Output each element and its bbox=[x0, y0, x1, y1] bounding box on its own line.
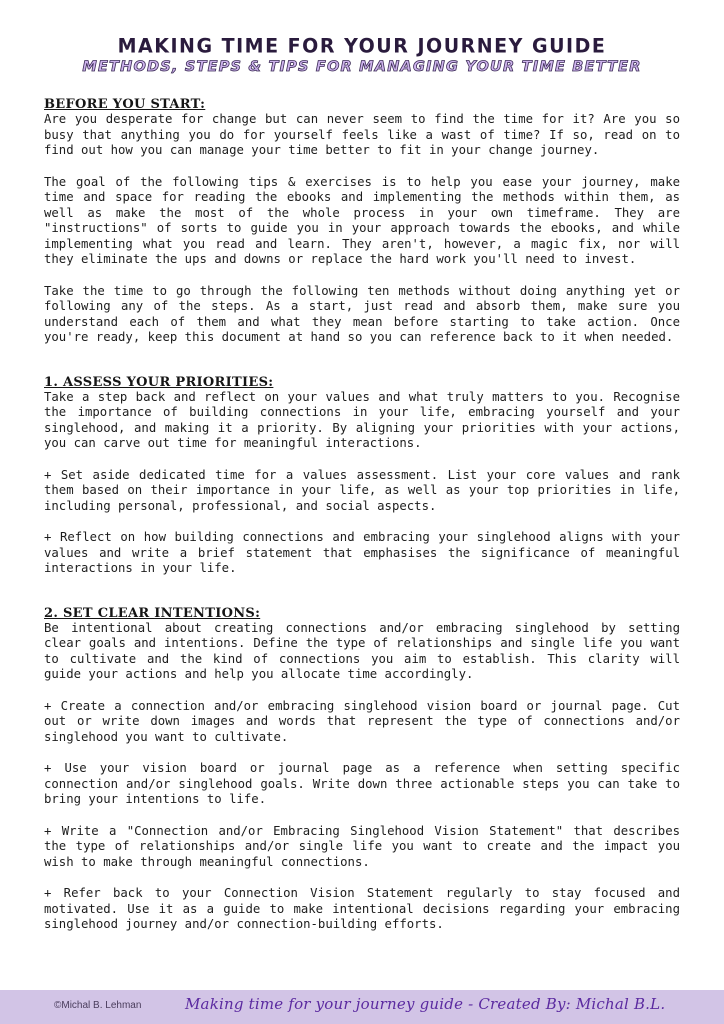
footer-title: Making time for your journey guide - Created By: Michal B.L. bbox=[185, 995, 666, 1013]
page-title: MAKING TIME FOR YOUR JOURNEY GUIDE bbox=[117, 34, 607, 58]
intentions-bullet-3: + Write a "Connection and/or Embracing Singlehood Vision Statement" that describes the type of relationships and/or single life you want to create and the impact you wish to make through meaningful connections. bbox=[44, 823, 680, 869]
section-heading-intentions: 2. SET CLEAR INTENTIONS: bbox=[44, 605, 261, 621]
before-paragraph-3: Take the time to go through the following ten methods without doing anything yet or following any of the steps. As a start, just read and absorb them, make sure you understand each of them and what they mean before starting to take action. Once you're ready, keep this document at hand so you can reference back to it when needed. bbox=[44, 283, 680, 344]
intentions-bullet-4: + Refer back to your Connection Vision Statement regularly to stay focused and motivated. Use it as a guide to make intentional decisions regarding your embracing singlehood journey and/or connection-building efforts. bbox=[44, 886, 680, 931]
priorities-intro: Take a step back and reflect on your values and what truly matters to you. Recognise the importance of building connections in your life, embracing yourself and your singlehood, and making it a priority. By aligning your priorities with your actions, you can carve out time for meaningful interactions. bbox=[44, 389, 680, 450]
before-paragraph-2: The goal of the following tips & exercises is to help you ease your journey, make time and space for reading the ebooks and implementing the methods within them, as well as make the most of the whole process in your own timeframe. They are "instructions" of sorts to guide you in your approach towards the ebooks, and while implementing what you read and learn. They aren't, however, a magic fix, nor will they eliminate the ups and downs or replace the hard work you'll need to invest. bbox=[44, 174, 680, 266]
copyright-notice: ©Michal B. Lehman bbox=[54, 1000, 142, 1011]
page-footer bbox=[0, 990, 724, 1024]
priorities-bullet-1: + Set aside dedicated time for a values assessment. List your core values and rank them based on their importance in your life, as well as your top priorities in life, including personal, professional, and social aspects. bbox=[44, 467, 680, 513]
section-heading-before: BEFORE YOU START: bbox=[44, 97, 206, 112]
intentions-bullet-1: + Create a connection and/or embracing singlehood vision board or journal page. Cut out or write down images and words that represent the type of connections and/or singlehood you want to cultivate. bbox=[44, 698, 680, 744]
page-header bbox=[0, 0, 724, 77]
intentions-intro: Be intentional about creating connections and/or embracing singlehood by setting clear goals and intentions. Define the type of relationships and single life you want to cultivate and the kind of connections you aim to establish. This clarity will guide your actions and help you allocate time accordingly. bbox=[44, 620, 680, 681]
priorities-bullet-2: + Reflect on how building connections and embracing your singlehood aligns with your values and write a brief statement that emphasises the significance of meaningful interactions in your life. bbox=[44, 530, 680, 575]
before-paragraph-1: Are you desperate for change but can never seem to find the time for it? Are you so busy that anything you do for yourself feels like a wast of time? If so, read on to find out how you can manage your time better to fit in your change journey. bbox=[44, 112, 680, 157]
intentions-bullet-2: + Use your vision board or journal page as a reference when setting specific connection and/or singlehood goals. Write down three actionable steps you can take to bring your intentions to life. bbox=[44, 761, 680, 806]
document-body bbox=[44, 97, 680, 933]
page-subtitle: METHODS, STEPS & TIPS FOR MANAGING YOUR TIME BETTER bbox=[82, 59, 642, 75]
section-heading-priorities: 1. ASSESS YOUR PRIORITIES: bbox=[44, 374, 274, 390]
